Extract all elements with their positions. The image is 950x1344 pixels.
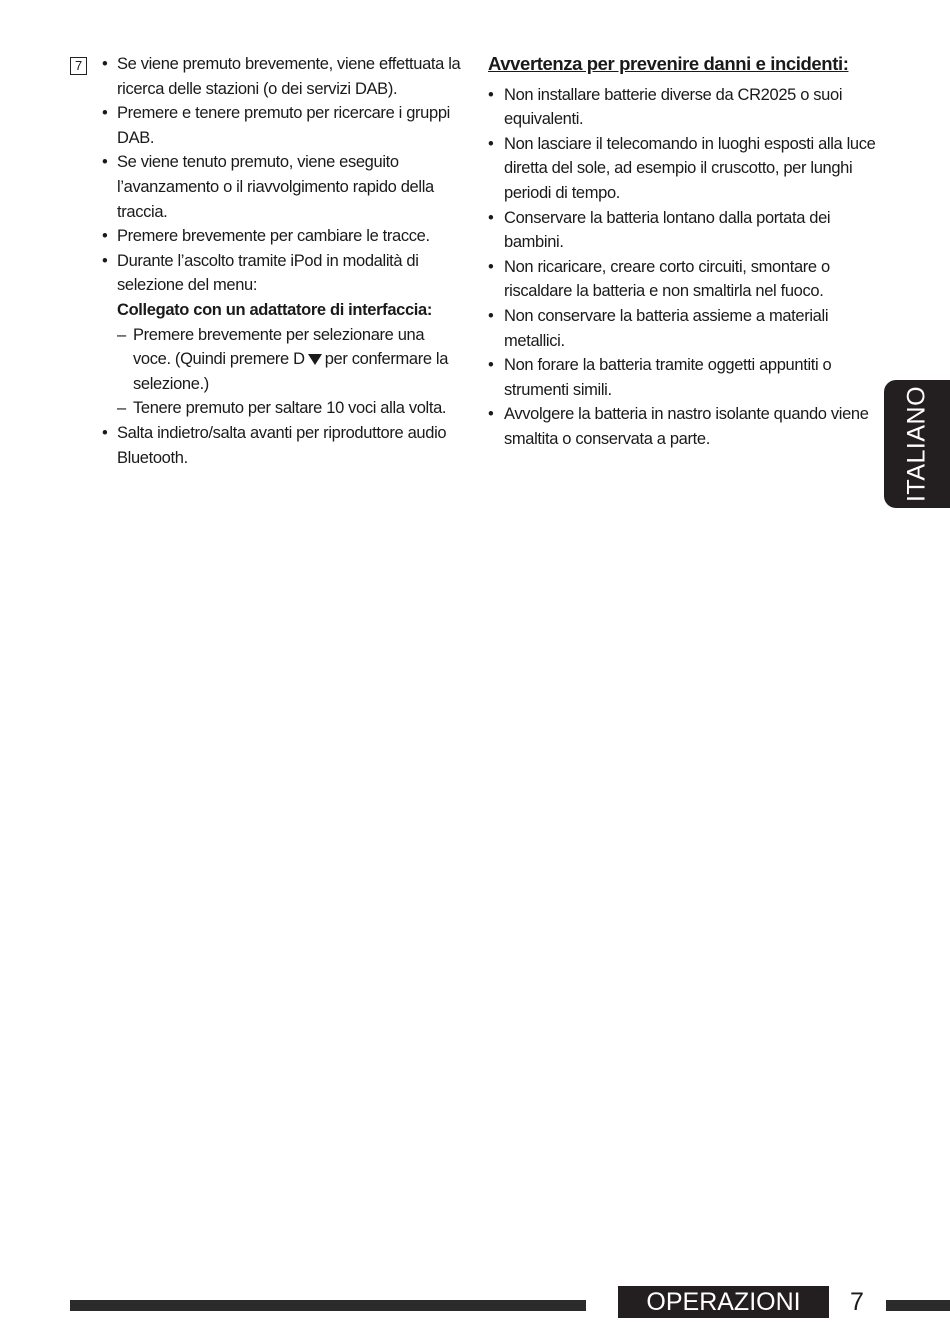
list-item: • Premere brevemente per cambiare le tracce. xyxy=(70,224,465,249)
dash-item-select xyxy=(117,323,465,397)
dash-item-text: Premere brevemente per selezionare una voce. (Quindi premere D xyxy=(133,325,425,369)
list-item: • Salta indietro/salta avanti per riproduttore audio Bluetooth. xyxy=(70,421,465,470)
list-item: • Premere e tenere premuto per ricercare i gruppi DAB. xyxy=(70,101,465,150)
page-number: 7 xyxy=(850,1288,864,1316)
list-item: • Se viene premuto brevemente, viene effettuata la ricerca delle stazioni (o dei servizi DAB). xyxy=(70,52,465,101)
right-column xyxy=(488,52,878,452)
left-bullet-list xyxy=(70,52,465,470)
warning-item: • Non conservare la batteria assieme a materiali metallici. xyxy=(488,304,878,353)
warning-item: • Non lasciare il telecomando in luoghi esposti alla luce diretta del sole, ad esempio il cruscotto, per lunghi periodi di tempo. xyxy=(488,132,878,206)
interface-adapter-subheading: Collegato con un adattatore di interfaccia: xyxy=(117,300,432,319)
list-item-ipod xyxy=(70,249,465,421)
warning-item: • Non forare la batteria tramite oggetti appuntiti o strumenti simili. xyxy=(488,353,878,402)
warning-list xyxy=(488,83,878,452)
list-item: • Se viene tenuto premuto, viene eseguito l’avanzamento o il riavvolgimento rapido della traccia. xyxy=(70,150,465,224)
left-column xyxy=(70,52,465,470)
reference-number-box: 7 xyxy=(70,57,87,75)
warning-item: • Avvolgere la batteria in nastro isolante quando viene smaltita o conservata a parte. xyxy=(488,402,878,451)
language-tab xyxy=(884,380,950,508)
dash-item-skip: – Tenere premuto per saltare 10 voci alla volta. xyxy=(117,396,465,421)
warning-item: • Conservare la batteria lontano dalla portata dei bambini. xyxy=(488,206,878,255)
section-label: OPERAZIONI xyxy=(618,1286,829,1318)
warning-item: • Non ricaricare, creare corto circuiti, smontare o riscaldare la batteria e non smaltirla nel fuoco. xyxy=(488,255,878,304)
list-item-text: • Durante l’ascolto tramite iPod in modalità di selezione del menu: xyxy=(117,251,419,295)
footer-bar-left xyxy=(70,1300,586,1311)
warning-heading: Avvertenza per prevenire danni e incidenti: xyxy=(488,53,849,74)
down-triangle-icon xyxy=(308,354,322,365)
dash-item-text: per confermare la selezione.) xyxy=(133,350,449,393)
dash-list xyxy=(117,323,465,421)
language-tab-label: ITALIANO xyxy=(902,385,931,503)
footer-bar-right xyxy=(886,1300,950,1311)
warning-item: • Non installare batterie diverse da CR2025 o suoi equivalenti. xyxy=(488,83,878,132)
